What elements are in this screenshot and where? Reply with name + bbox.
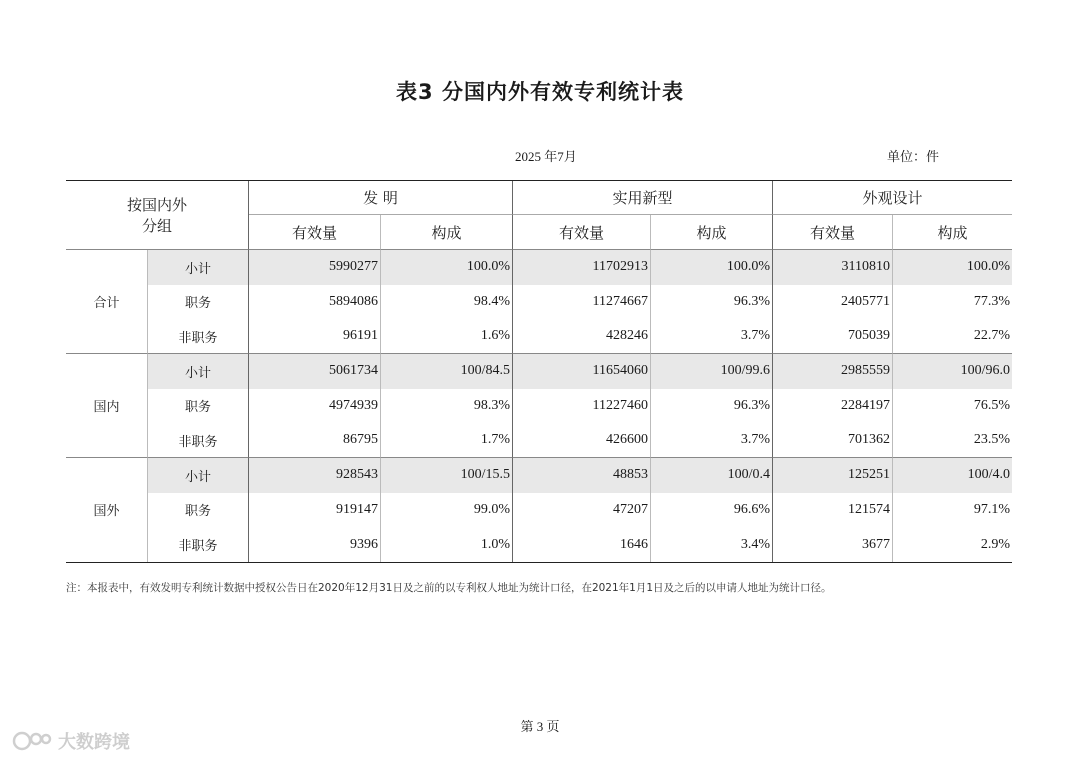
subheader-count: 有效量	[513, 215, 651, 250]
header-utility-model: 实用新型	[513, 181, 773, 215]
invention-share: 1.7%	[381, 423, 513, 458]
group-label-domestic: 国内	[66, 354, 148, 458]
utility-count: 11274667	[513, 285, 651, 320]
design-share: 76.5%	[973, 397, 1010, 413]
invention-count: 4974939	[249, 389, 381, 424]
watermark-logo-icon	[12, 729, 52, 753]
invention-count: 9396	[249, 527, 381, 562]
utility-share: 96.6%	[651, 493, 773, 528]
design-share: 100.0%	[893, 250, 1012, 285]
table-title: 表3 分国内外有效专利统计表	[396, 80, 684, 104]
invention-share: 98.3%	[381, 389, 513, 424]
header-group: 按国内外 分组	[66, 181, 249, 250]
invention-count: 928543	[249, 458, 381, 493]
footnote: 注：本报表中，有效发明专利统计数据中授权公告日在2020年12月31日及之前的以专利权人地址为统计口径，在2021年1月1日及之后的以申请人地址为统计口径。	[66, 582, 832, 594]
utility-count: 11702913	[513, 250, 651, 285]
header-invention: 发 明	[249, 181, 513, 215]
design-share: 2.9%	[980, 536, 1010, 552]
utility-share: 100/0.4	[651, 458, 773, 493]
invention-share: 99.0%	[381, 493, 513, 528]
utility-count: 428246	[513, 319, 651, 354]
group-label-foreign: 国外	[66, 458, 148, 562]
utility-share: 100.0%	[651, 250, 773, 285]
invention-count: 96191	[249, 319, 381, 354]
utility-count: 11227460	[513, 389, 651, 424]
design-share: 23.5%	[893, 423, 1012, 458]
invention-share: 1.6%	[381, 319, 513, 354]
utility-count: 426600	[513, 423, 651, 458]
header-design: 外观设计	[773, 181, 1012, 215]
utility-count: 48853	[513, 458, 651, 493]
utility-share: 100/99.6	[651, 354, 773, 389]
design-count: 2284197	[773, 389, 893, 424]
unit-label: 单位：件	[887, 149, 940, 164]
design-count: 705039	[773, 319, 893, 354]
invention-count: 5061734	[249, 354, 381, 389]
design-count: 701362	[773, 423, 893, 458]
row-label: 职务	[148, 285, 249, 320]
row-label: 小计	[148, 458, 249, 493]
invention-count: 919147	[249, 493, 381, 528]
patent-statistics-table	[66, 180, 1012, 563]
utility-share: 3.4%	[651, 527, 773, 562]
subheader-share: 构成	[893, 215, 1012, 250]
invention-share: 100/84.5	[381, 354, 513, 389]
page-number: 第 3 页	[520, 719, 560, 734]
utility-count: 11654060	[513, 354, 651, 389]
subheader-count: 有效量	[249, 215, 381, 250]
design-count: 2985559	[773, 354, 893, 389]
subheader-share: 构成	[651, 215, 773, 250]
watermark-text: 大数跨境	[58, 732, 130, 753]
row-label: 职务	[148, 389, 249, 424]
utility-share: 3.7%	[651, 423, 773, 458]
utility-share: 3.7%	[651, 319, 773, 354]
design-share: 100/96.0	[893, 354, 1012, 389]
invention-count: 5894086	[249, 285, 381, 320]
design-count: 2405771	[773, 285, 893, 320]
utility-count: 1646	[513, 527, 651, 562]
invention-count: 5990277	[249, 250, 381, 285]
design-share: 22.7%	[893, 319, 1012, 354]
group-label-total: 合计	[66, 250, 148, 354]
invention-share: 100.0%	[381, 250, 513, 285]
invention-share: 100/15.5	[381, 458, 513, 493]
invention-share: 98.4%	[381, 285, 513, 320]
design-share: 100/4.0	[893, 458, 1012, 493]
invention-share: 1.0%	[381, 527, 513, 562]
design-count: 125251	[773, 458, 893, 493]
report-date: 2025 年7月	[515, 149, 577, 164]
subheader-share: 构成	[381, 215, 513, 250]
watermark	[12, 728, 130, 754]
utility-count: 47207	[513, 493, 651, 528]
row-label: 职务	[148, 493, 249, 528]
row-label: 非职务	[148, 527, 249, 562]
subheader-count: 有效量	[773, 215, 893, 250]
utility-share: 96.3%	[651, 389, 773, 424]
row-label: 小计	[148, 354, 249, 389]
row-label: 非职务	[148, 423, 249, 458]
utility-share: 96.3%	[651, 285, 773, 320]
design-count: 3110810	[773, 250, 893, 285]
invention-count: 86795	[249, 423, 381, 458]
row-label: 小计	[148, 250, 249, 285]
row-label: 非职务	[148, 319, 249, 354]
design-share: 97.1%	[973, 501, 1010, 517]
design-count: 3677	[773, 527, 893, 562]
design-count: 121574	[773, 493, 893, 528]
design-share: 77.3%	[973, 293, 1010, 309]
